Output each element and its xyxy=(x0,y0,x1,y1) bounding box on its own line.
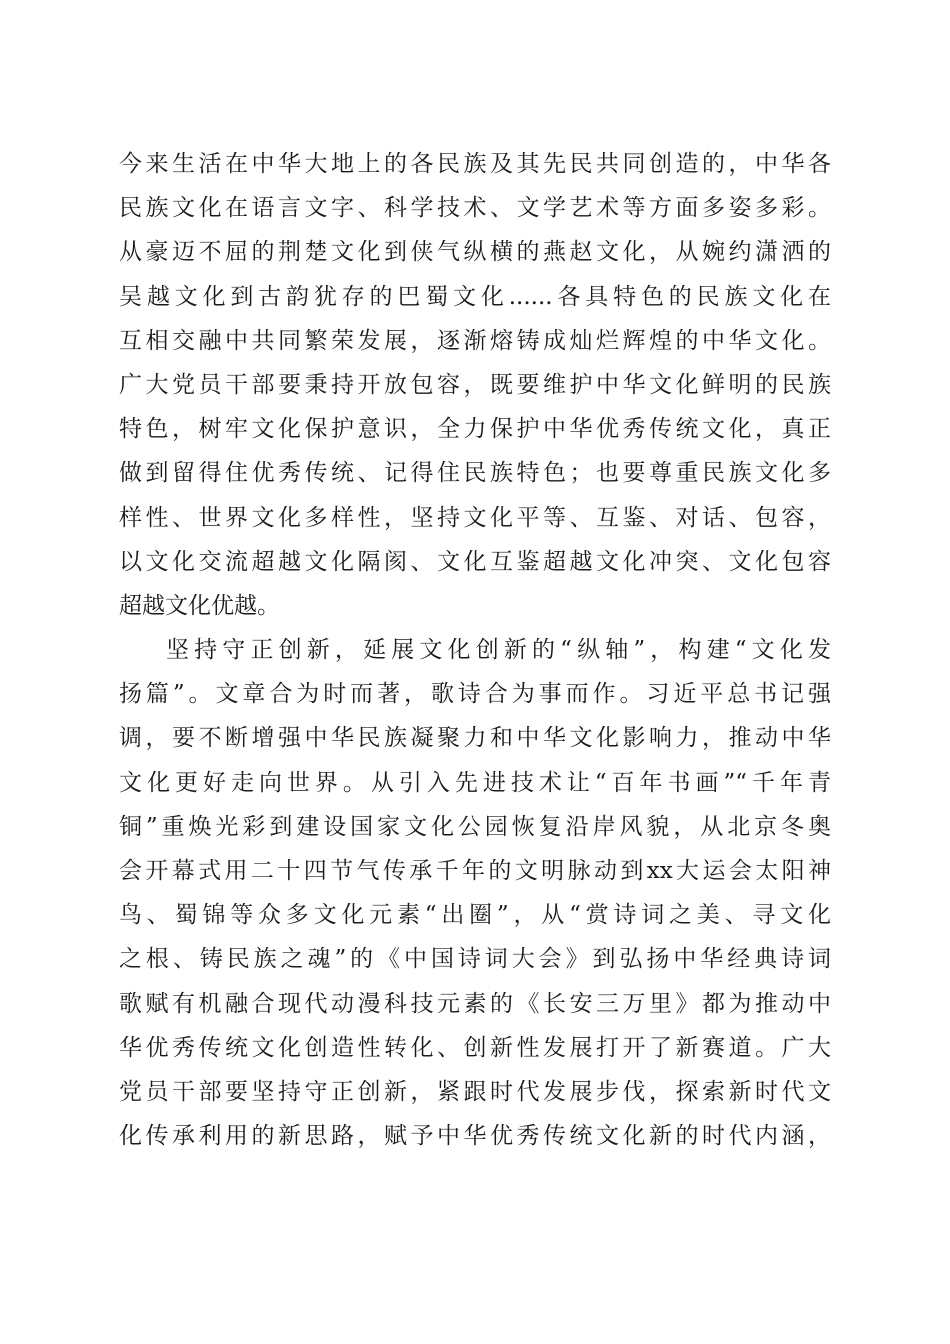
text-line: 华优秀传统文化创造性转化、创新性发展打开了新赛道。广大 xyxy=(119,1034,831,1061)
text-line: 会开幕式用二十四节气传承千年的文明脉动到xx大运会太阳神 xyxy=(119,858,831,884)
text-line: 超越文化优越。 xyxy=(119,592,280,619)
text-line: 特色，树牢文化保护意识，全力保护中华优秀传统文化，真正 xyxy=(119,416,831,443)
text-line: 今来生活在中华大地上的各民族及其先民共同创造的，中华各 xyxy=(119,151,831,177)
text-line: 铜”重焕光彩到建设国家文化公园恢复沿岸风貌，从北京冬奥 xyxy=(119,813,831,840)
paragraph xyxy=(119,628,831,1158)
text-line: 互相交融中共同繁荣发展，逐渐熔铸成灿烂辉煌的中华文化。 xyxy=(119,327,831,354)
text-line: 民族文化在语言文字、科学技术、文学艺术等方面多姿多彩。 xyxy=(119,195,831,222)
paragraph xyxy=(119,142,831,628)
text-line: 鸟、蜀锦等众多文化元素“出圈”，从“赏诗词之美、寻文化 xyxy=(119,902,831,929)
text-line: 歌赋有机融合现代动漫科技元素的《长安三万里》都为推动中 xyxy=(119,990,831,1017)
text-line: 广大党员干部要秉持开放包容，既要维护中华文化鲜明的民族 xyxy=(119,371,831,398)
text-line: 党员干部要坚持守正创新，紧跟时代发展步伐，探索新时代文 xyxy=(119,1078,831,1105)
text-line: 样性、世界文化多样性，坚持文化平等、互鉴、对话、包容， xyxy=(119,504,831,531)
text-line: 从豪迈不屈的荆楚文化到侠气纵横的燕赵文化，从婉约潇洒的 xyxy=(119,239,831,266)
text-line: 吴越文化到古韵犹存的巴蜀文化......各具特色的民族文化在 xyxy=(119,283,831,310)
text-line: 之根、铸民族之魂”的《中国诗词大会》到弘扬中华经典诗词 xyxy=(119,946,831,973)
text-line: 化传承利用的新思路，赋予中华优秀传统文化新的时代内涵， xyxy=(119,1123,831,1150)
text-line: 调，要不断增强中华民族凝聚力和中华文化影响力，推动中华 xyxy=(119,725,831,752)
text-line: 扬篇”。文章合为时而著，歌诗合为事而作。习近平总书记强 xyxy=(119,681,831,708)
body-text xyxy=(119,142,831,1158)
text-line: 做到留得住优秀传统、记得住民族特色；也要尊重民族文化多 xyxy=(119,460,831,487)
text-line: 文化更好走向世界。从引入先进技术让“百年书画”“千年青 xyxy=(119,769,831,796)
text-line: 以文化交流超越文化隔阂、文化互鉴超越文化冲突、文化包容 xyxy=(119,548,831,575)
text-line: 坚持守正创新，延展文化创新的“纵轴”，构建“文化发 xyxy=(166,637,831,664)
